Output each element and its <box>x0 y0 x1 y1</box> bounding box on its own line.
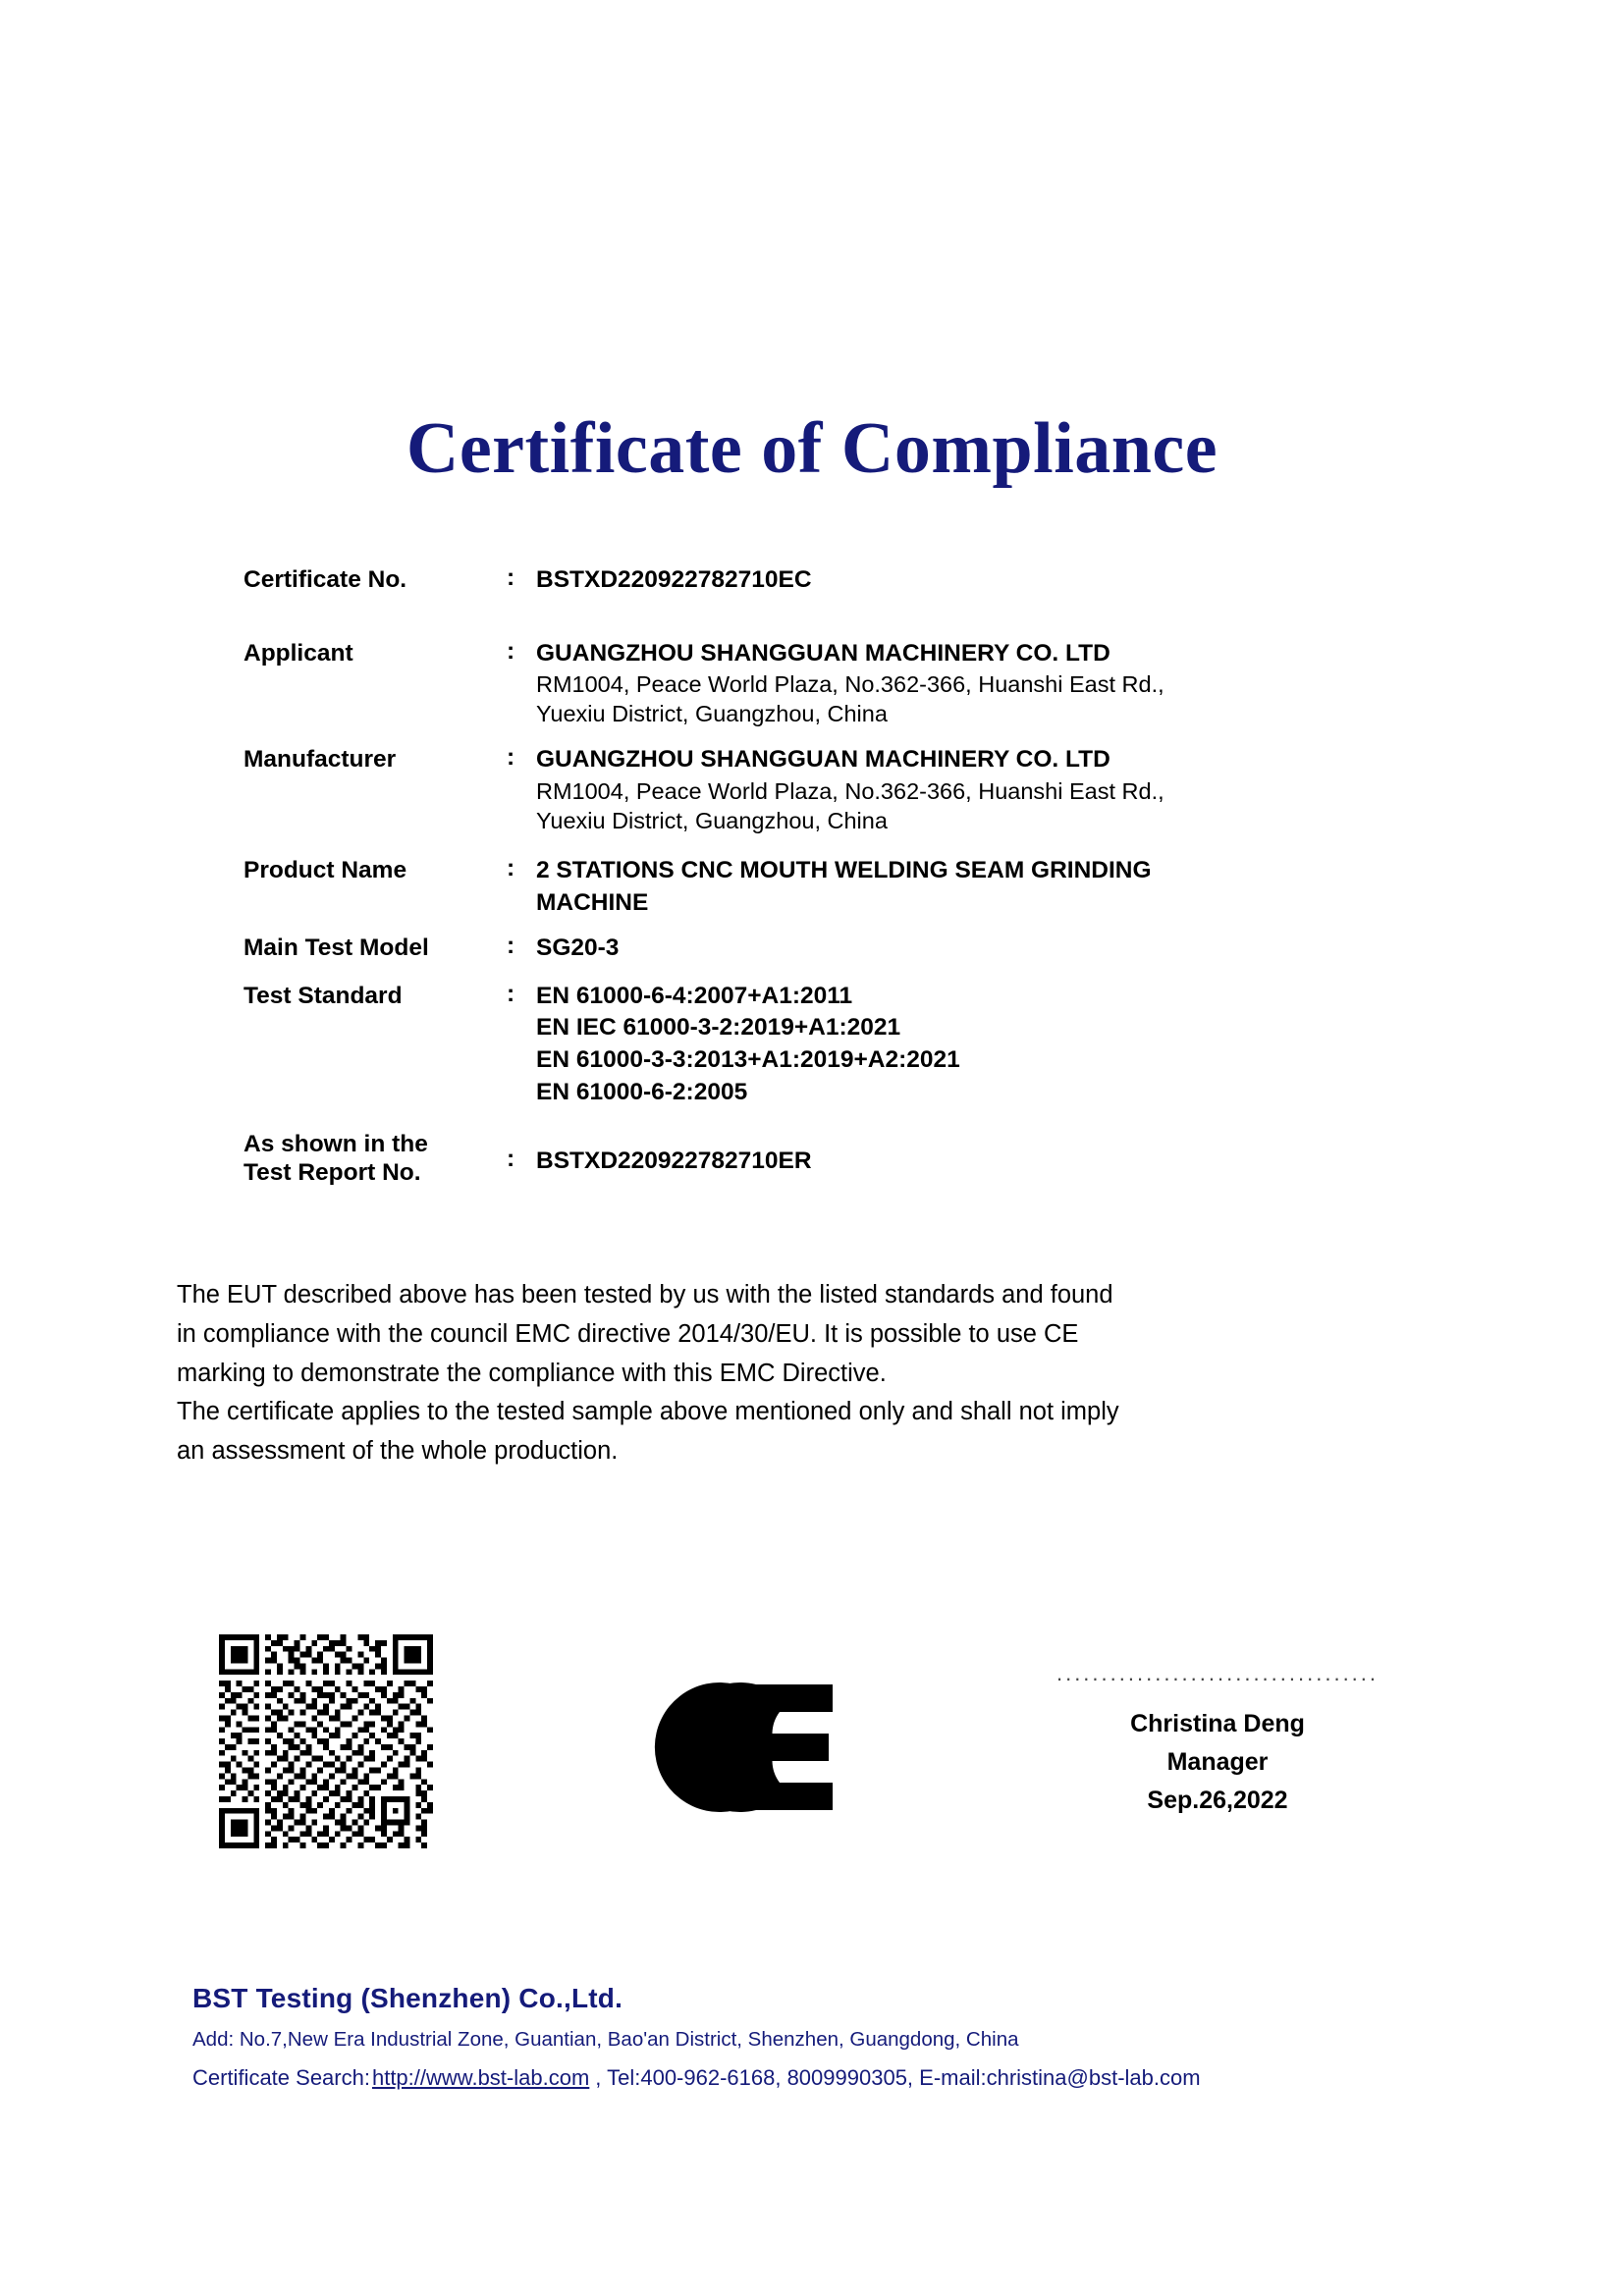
field-value-main-test-model <box>536 933 1412 965</box>
product-name-line-2: MACHINE <box>536 888 649 916</box>
statement-paragraph-1-line-1: The EUT described above has been tested by us with the listed standards and found <box>177 1281 1113 1308</box>
field-label-test-report-no <box>244 1128 507 1188</box>
main-test-model-value: SG20-3 <box>536 934 620 962</box>
signer-role: Manager <box>1166 1748 1269 1776</box>
ce-mark-icon <box>636 1669 892 1826</box>
test-standard-line-2: EN IEC 61000-3-2:2019+A1:2021 <box>536 1014 901 1041</box>
footer-certificate-search <box>192 2065 1459 2091</box>
footer-address: Add: No.7,New Era Industrial Zone, Guantian, Bao'an District, Shenzhen, Guangdong, China <box>192 2028 1019 2051</box>
certificate-no-value: BSTXD220922782710EC <box>536 566 812 593</box>
field-label-test-report-no-line-1: As shown in the <box>244 1131 428 1158</box>
field-row-test-report-no <box>244 1128 1412 1188</box>
footer-company-name: BST Testing (Shenzhen) Co.,Ltd. <box>192 1983 623 2013</box>
statement-paragraph-2-line-1: The certificate applies to the tested sample above mentioned only and shall not imply <box>177 1398 1119 1426</box>
footer-search-label: Certificate Search: <box>192 2065 370 2090</box>
manufacturer-address-line-1: RM1004, Peace World Plaza, No.362-366, Huanshi East Rd., <box>536 777 1164 804</box>
field-row-product-name <box>244 855 1412 919</box>
applicant-name: GUANGZHOU SHANGGUAN MACHINERY CO. LTD <box>536 639 1110 667</box>
field-label-test-standard: Test Standard <box>244 982 403 1009</box>
page-title: Certificate of Compliance <box>406 408 1218 489</box>
statement-paragraph-2-line-2: an assessment of the whole production. <box>177 1437 619 1465</box>
certificate-fields <box>244 564 1412 1209</box>
field-label-test-report-no-line-2: Test Report No. <box>244 1159 421 1187</box>
field-value-test-standard <box>536 981 1412 1108</box>
field-label-applicant: Applicant <box>244 639 353 667</box>
statement-paragraph-1-line-3: marking to demonstrate the compliance with this EMC Directive. <box>177 1359 887 1387</box>
test-standard-line-4: EN 61000-6-2:2005 <box>536 1078 748 1105</box>
field-colon: : <box>507 744 515 772</box>
field-row-main-test-model <box>244 933 1412 965</box>
compliance-statement <box>177 1276 1463 1470</box>
field-row-applicant <box>244 638 1412 729</box>
footer-search-link[interactable]: http://www.bst-lab.com <box>371 2065 590 2090</box>
field-value-certificate-no <box>536 564 1412 597</box>
test-standard-line-1: EN 61000-6-4:2007+A1:2011 <box>536 982 853 1009</box>
field-colon: : <box>507 933 515 960</box>
footer <box>192 1983 1459 2091</box>
signature-block <box>1056 1661 1380 1815</box>
field-value-manufacturer <box>536 744 1412 835</box>
field-row-test-standard <box>244 981 1412 1108</box>
field-colon: : <box>507 637 515 665</box>
field-label-manufacturer: Manufacturer <box>244 746 397 774</box>
field-row-manufacturer <box>244 744 1412 835</box>
field-label-certificate-no: Certificate No. <box>244 566 407 593</box>
applicant-address-line-2: Yuexiu District, Guangzhou, China <box>536 701 888 727</box>
field-label-product-name: Product Name <box>244 857 407 884</box>
field-value-applicant <box>536 638 1412 729</box>
field-value-test-report-no <box>536 1128 1412 1178</box>
signer-name: Christina Deng <box>1130 1710 1305 1737</box>
field-colon: : <box>507 1146 515 1173</box>
test-standard-line-3: EN 61000-3-3:2013+A1:2019+A2:2021 <box>536 1045 960 1073</box>
product-name-line-1: 2 STATIONS CNC MOUTH WELDING SEAM GRINDING <box>536 857 1152 884</box>
applicant-address-line-1: RM1004, Peace World Plaza, No.362-366, Huanshi East Rd., <box>536 671 1164 698</box>
statement-paragraph-1-line-2: in compliance with the council EMC directive 2014/30/EU. It is possible to use CE <box>177 1319 1079 1348</box>
field-label-main-test-model: Main Test Model <box>244 934 429 962</box>
field-colon: : <box>507 855 515 882</box>
footer-contact: , Tel:400-962-6168, 8009990305, E-mail:christina@bst-lab.com <box>595 2065 1201 2090</box>
field-value-product-name <box>536 855 1412 919</box>
issue-date: Sep.26,2022 <box>1147 1787 1288 1814</box>
manufacturer-name: GUANGZHOU SHANGGUAN MACHINERY CO. LTD <box>536 746 1110 774</box>
qr-code-icon <box>219 1634 433 1848</box>
manufacturer-address-line-2: Yuexiu District, Guangzhou, China <box>536 807 888 833</box>
test-report-no-value: BSTXD220922782710ER <box>536 1148 812 1175</box>
field-colon: : <box>507 564 515 591</box>
signature-line: .................................... <box>1056 1661 1380 1685</box>
field-row-certificate-no <box>244 564 1412 597</box>
field-colon: : <box>507 980 515 1007</box>
